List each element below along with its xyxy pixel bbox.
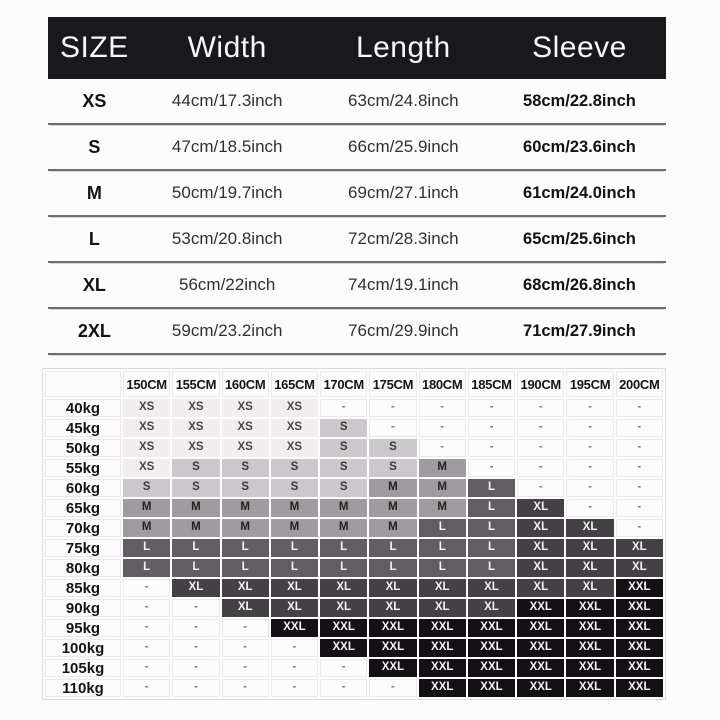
- empty-size-cell: -: [171, 658, 220, 678]
- measurement-width-value: 53cm/20.8inch: [171, 229, 283, 248]
- measurement-length-value: 76cm/29.9inch: [348, 321, 459, 340]
- empty-size-cell: -: [122, 618, 171, 638]
- size-cell-xl: XL: [516, 578, 565, 598]
- empty-size-cell: -: [368, 678, 417, 698]
- size-cell-xs: XS: [122, 418, 171, 438]
- size-cell-xl: XL: [516, 558, 565, 578]
- size-cell-s: S: [171, 458, 220, 478]
- empty-size-cell: -: [615, 418, 664, 438]
- empty-size-cell: -: [615, 498, 664, 518]
- size-cell-xs: XS: [122, 438, 171, 458]
- matrix-corner-cell: [44, 370, 122, 398]
- empty-size-cell: -: [221, 658, 270, 678]
- size-cell-m: M: [270, 518, 319, 538]
- empty-size-cell: -: [418, 438, 467, 458]
- size-cell-xl: XL: [418, 578, 467, 598]
- height-header: 185CM: [467, 370, 516, 398]
- empty-size-cell: -: [418, 418, 467, 438]
- size-cell-l: L: [319, 538, 368, 558]
- size-cell-xl: XL: [319, 598, 368, 618]
- size-cell-xl: XL: [319, 578, 368, 598]
- size-cell-xl: XL: [171, 578, 220, 598]
- size-cell-xl: XL: [565, 578, 614, 598]
- weight-label: 80kg: [44, 558, 122, 578]
- size-cell-s: S: [319, 418, 368, 438]
- matrix-row: [44, 418, 664, 438]
- empty-size-cell: -: [516, 398, 565, 418]
- size-cell-m: M: [319, 498, 368, 518]
- size-cell-m: M: [418, 458, 467, 478]
- size-cell-s: S: [368, 438, 417, 458]
- empty-size-cell: -: [565, 478, 614, 498]
- height-header: 150CM: [122, 370, 171, 398]
- measurement-width-value: 47cm/18.5inch: [171, 137, 283, 156]
- size-cell-xxl: XXL: [516, 658, 565, 678]
- size-cell-xxl: XXL: [565, 598, 614, 618]
- weight-label: 40kg: [44, 398, 122, 418]
- size-cell-l: L: [467, 558, 516, 578]
- size-cell-xs: XS: [171, 418, 220, 438]
- empty-size-cell: -: [615, 518, 664, 538]
- size-cell-xl: XL: [221, 598, 270, 618]
- size-cell-xs: XS: [270, 398, 319, 418]
- size-cell-m: M: [171, 498, 220, 518]
- size-cell-xs: XS: [221, 438, 270, 458]
- size-cell-m: M: [368, 498, 417, 518]
- size-cell-xxl: XXL: [368, 618, 417, 638]
- column-header-width: Width: [187, 31, 267, 64]
- size-cell-s: S: [319, 438, 368, 458]
- size-cell-xs: XS: [171, 438, 220, 458]
- empty-size-cell: -: [221, 638, 270, 658]
- size-cell-m: M: [171, 518, 220, 538]
- size-cell-s: S: [171, 478, 220, 498]
- size-cell-l: L: [122, 558, 171, 578]
- matrix-row: [44, 658, 664, 678]
- size-cell-xl: XL: [467, 578, 516, 598]
- size-cell-xl: XL: [615, 558, 664, 578]
- size-cell-xs: XS: [171, 398, 220, 418]
- empty-size-cell: -: [319, 398, 368, 418]
- size-cell-xxl: XXL: [615, 618, 664, 638]
- height-header: 200CM: [615, 370, 664, 398]
- matrix-row: [44, 618, 664, 638]
- size-cell-xxl: XXL: [516, 618, 565, 638]
- empty-size-cell: -: [122, 578, 171, 598]
- size-cell-xxl: XXL: [368, 658, 417, 678]
- matrix-row: [44, 578, 664, 598]
- size-cell-l: L: [467, 478, 516, 498]
- size-cell-m: M: [221, 498, 270, 518]
- size-cell-xs: XS: [270, 418, 319, 438]
- empty-size-cell: -: [122, 598, 171, 618]
- size-cell-l: L: [122, 538, 171, 558]
- size-cell-xl: XL: [565, 538, 614, 558]
- size-cell-xxl: XXL: [516, 678, 565, 698]
- measurement-sleeve-value: 68cm/26.8inch: [523, 275, 636, 294]
- matrix-row: [44, 438, 664, 458]
- size-cell-xs: XS: [122, 458, 171, 478]
- size-cell-xl: XL: [516, 518, 565, 538]
- measurement-sleeve-value: 71cm/27.9inch: [523, 321, 636, 340]
- size-cell-xxl: XXL: [418, 658, 467, 678]
- size-cell-m: M: [319, 518, 368, 538]
- size-cell-xs: XS: [122, 398, 171, 418]
- empty-size-cell: -: [171, 638, 220, 658]
- matrix-row: [44, 478, 664, 498]
- measurement-length-value: 74cm/19.1inch: [348, 275, 459, 294]
- measurement-length-value: 72cm/28.3inch: [348, 229, 459, 248]
- empty-size-cell: -: [516, 438, 565, 458]
- size-cell-xxl: XXL: [565, 638, 614, 658]
- size-cell-xxl: XXL: [270, 618, 319, 638]
- measurement-size-value: 2XL: [77, 320, 111, 341]
- size-cell-l: L: [171, 538, 220, 558]
- empty-size-cell: -: [565, 418, 614, 438]
- size-cell-m: M: [368, 478, 417, 498]
- size-cell-xl: XL: [221, 578, 270, 598]
- size-cell-s: S: [319, 458, 368, 478]
- measurement-size-value: XL: [82, 274, 106, 295]
- weight-label: 75kg: [44, 538, 122, 558]
- height-header: 190CM: [516, 370, 565, 398]
- empty-size-cell: -: [565, 398, 614, 418]
- measurement-size-value: XS: [82, 90, 107, 111]
- empty-size-cell: -: [565, 458, 614, 478]
- empty-size-cell: -: [270, 658, 319, 678]
- matrix-row: [44, 598, 664, 618]
- size-cell-l: L: [418, 558, 467, 578]
- size-cell-xxl: XXL: [467, 618, 516, 638]
- measurement-size-value: L: [88, 228, 100, 249]
- size-cell-l: L: [319, 558, 368, 578]
- measurement-size-value: S: [88, 136, 101, 157]
- matrix-row: [44, 458, 664, 478]
- size-cell-xxl: XXL: [467, 638, 516, 658]
- size-cell-l: L: [270, 538, 319, 558]
- size-cell-s: S: [122, 478, 171, 498]
- measurement-row: [48, 263, 666, 309]
- size-cell-s: S: [221, 478, 270, 498]
- measurement-size-value: M: [86, 182, 102, 203]
- size-cell-l: L: [467, 538, 516, 558]
- size-cell-xxl: XXL: [516, 638, 565, 658]
- size-cell-m: M: [122, 498, 171, 518]
- size-cell-xxl: XXL: [615, 578, 664, 598]
- size-cell-xs: XS: [221, 398, 270, 418]
- measurement-width-value: 59cm/23.2inch: [171, 321, 283, 340]
- size-cell-m: M: [418, 478, 467, 498]
- measurement-table-body: [48, 79, 666, 355]
- weight-label: 85kg: [44, 578, 122, 598]
- empty-size-cell: -: [270, 678, 319, 698]
- size-cell-xl: XL: [418, 598, 467, 618]
- size-cell-xxl: XXL: [615, 658, 664, 678]
- size-cell-xxl: XXL: [467, 658, 516, 678]
- size-cell-xl: XL: [270, 578, 319, 598]
- size-cell-xxl: XXL: [565, 618, 614, 638]
- weight-label: 105kg: [44, 658, 122, 678]
- empty-size-cell: -: [368, 418, 417, 438]
- measurement-length-value: 63cm/24.8inch: [348, 91, 459, 110]
- empty-size-cell: -: [171, 678, 220, 698]
- empty-size-cell: -: [516, 458, 565, 478]
- measurement-sleeve-value: 65cm/25.6inch: [523, 229, 636, 248]
- size-matrix-table: [43, 369, 665, 699]
- measurement-row: [48, 171, 666, 217]
- measurement-length-value: 69cm/27.1inch: [348, 183, 459, 202]
- measurement-table-header: [48, 17, 666, 79]
- height-header: 160CM: [221, 370, 270, 398]
- size-cell-l: L: [221, 538, 270, 558]
- size-cell-s: S: [319, 478, 368, 498]
- size-cell-m: M: [418, 498, 467, 518]
- measurement-row: [48, 217, 666, 263]
- empty-size-cell: -: [467, 438, 516, 458]
- size-cell-l: L: [467, 518, 516, 538]
- size-cell-m: M: [270, 498, 319, 518]
- weight-label: 65kg: [44, 498, 122, 518]
- size-cell-xl: XL: [516, 538, 565, 558]
- size-cell-m: M: [368, 518, 417, 538]
- height-header: 180CM: [418, 370, 467, 398]
- size-cell-l: L: [171, 558, 220, 578]
- matrix-row: [44, 638, 664, 658]
- empty-size-cell: -: [171, 598, 220, 618]
- matrix-body: [44, 398, 664, 698]
- size-cell-xxl: XXL: [418, 618, 467, 638]
- size-cell-l: L: [368, 538, 417, 558]
- height-header: 165CM: [270, 370, 319, 398]
- size-cell-xl: XL: [565, 518, 614, 538]
- empty-size-cell: -: [418, 398, 467, 418]
- measurement-sleeve-value: 58cm/22.8inch: [523, 91, 636, 110]
- column-header-length: Length: [355, 31, 451, 64]
- empty-size-cell: -: [516, 478, 565, 498]
- size-cell-xxl: XXL: [418, 638, 467, 658]
- size-cell-l: L: [418, 538, 467, 558]
- empty-size-cell: -: [467, 418, 516, 438]
- size-cell-m: M: [221, 518, 270, 538]
- size-cell-xxl: XXL: [516, 598, 565, 618]
- empty-size-cell: -: [319, 678, 368, 698]
- empty-size-cell: -: [615, 398, 664, 418]
- size-cell-l: L: [467, 498, 516, 518]
- size-cell-xxl: XXL: [615, 598, 664, 618]
- height-header: 170CM: [319, 370, 368, 398]
- weight-label: 110kg: [44, 678, 122, 698]
- measurement-row: [48, 309, 666, 355]
- measurement-row: [48, 79, 666, 125]
- empty-size-cell: -: [615, 458, 664, 478]
- size-cell-s: S: [368, 458, 417, 478]
- size-cell-s: S: [221, 458, 270, 478]
- size-cell-xl: XL: [516, 498, 565, 518]
- weight-label: 60kg: [44, 478, 122, 498]
- size-cell-xl: XL: [467, 598, 516, 618]
- empty-size-cell: -: [467, 458, 516, 478]
- weight-height-size-matrix: [42, 368, 666, 700]
- column-header-size: SIZE: [60, 31, 129, 64]
- size-cell-xxl: XXL: [319, 618, 368, 638]
- size-cell-xl: XL: [615, 538, 664, 558]
- empty-size-cell: -: [368, 398, 417, 418]
- measurement-width-value: 50cm/19.7inch: [171, 183, 283, 202]
- measurement-width-value: 44cm/17.3inch: [171, 91, 283, 110]
- height-header: 175CM: [368, 370, 417, 398]
- size-cell-xxl: XXL: [565, 678, 614, 698]
- empty-size-cell: -: [565, 438, 614, 458]
- size-cell-xl: XL: [565, 558, 614, 578]
- empty-size-cell: -: [221, 618, 270, 638]
- size-cell-xl: XL: [270, 598, 319, 618]
- empty-size-cell: -: [516, 418, 565, 438]
- empty-size-cell: -: [565, 498, 614, 518]
- size-cell-l: L: [221, 558, 270, 578]
- matrix-header-row: [44, 370, 664, 398]
- empty-size-cell: -: [122, 658, 171, 678]
- size-cell-m: M: [122, 518, 171, 538]
- column-header-sleeve: Sleeve: [532, 31, 627, 64]
- measurement-length-value: 66cm/25.9inch: [348, 137, 459, 156]
- weight-label: 45kg: [44, 418, 122, 438]
- height-header: 155CM: [171, 370, 220, 398]
- size-cell-s: S: [270, 478, 319, 498]
- measurement-table: [48, 17, 666, 355]
- measurement-sleeve-value: 60cm/23.6inch: [523, 137, 636, 156]
- empty-size-cell: -: [221, 678, 270, 698]
- matrix-row: [44, 498, 664, 518]
- size-cell-l: L: [418, 518, 467, 538]
- weight-label: 100kg: [44, 638, 122, 658]
- weight-label: 95kg: [44, 618, 122, 638]
- weight-label: 70kg: [44, 518, 122, 538]
- size-cell-xs: XS: [270, 438, 319, 458]
- size-cell-xxl: XXL: [565, 658, 614, 678]
- size-cell-xxl: XXL: [615, 638, 664, 658]
- measurement-row: [48, 125, 666, 171]
- size-cell-s: S: [270, 458, 319, 478]
- matrix-row: [44, 398, 664, 418]
- height-header: 195CM: [565, 370, 614, 398]
- empty-size-cell: -: [171, 618, 220, 638]
- size-cell-xxl: XXL: [615, 678, 664, 698]
- empty-size-cell: -: [467, 398, 516, 418]
- empty-size-cell: -: [615, 438, 664, 458]
- empty-size-cell: -: [319, 658, 368, 678]
- weight-label: 55kg: [44, 458, 122, 478]
- measurement-sleeve-value: 61cm/24.0inch: [523, 183, 636, 202]
- size-cell-xxl: XXL: [368, 638, 417, 658]
- size-cell-xxl: XXL: [319, 638, 368, 658]
- weight-label: 90kg: [44, 598, 122, 618]
- matrix-head: [44, 370, 664, 398]
- empty-size-cell: -: [270, 638, 319, 658]
- empty-size-cell: -: [615, 478, 664, 498]
- size-cell-xxl: XXL: [467, 678, 516, 698]
- size-cell-l: L: [368, 558, 417, 578]
- size-cell-xxl: XXL: [418, 678, 467, 698]
- matrix-row: [44, 518, 664, 538]
- empty-size-cell: -: [122, 638, 171, 658]
- matrix-row: [44, 558, 664, 578]
- size-cell-l: L: [270, 558, 319, 578]
- matrix-row: [44, 538, 664, 558]
- size-cell-xl: XL: [368, 578, 417, 598]
- weight-label: 50kg: [44, 438, 122, 458]
- size-cell-xs: XS: [221, 418, 270, 438]
- size-cell-xl: XL: [368, 598, 417, 618]
- matrix-row: [44, 678, 664, 698]
- measurement-width-value: 56cm/22inch: [179, 275, 276, 294]
- empty-size-cell: -: [122, 678, 171, 698]
